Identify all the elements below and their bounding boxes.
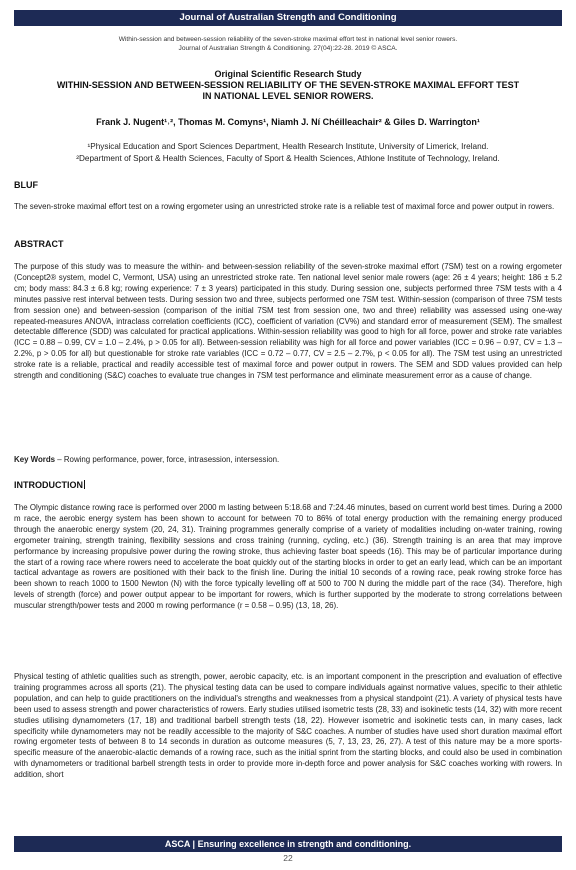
text-cursor	[84, 480, 85, 489]
page-number: 22	[283, 853, 293, 863]
intro-paragraph-1: The Olympic distance rowing race is performed over 2000 m lasting between 5:18.68 and 7:24.46 minutes, based on current world best times. During a 2000 m race, the aerobic energy system has been shown to account for between 70 to 86% of total energy production with the remaining energy produced through the anaerobic energy system (20, 24, 31). Training programmes generally comprise of a variety of modalities including on-water training, rowing ergometer training, strength training, flexibility sessions and cross training (running, cycling, etc.) (36). Strength training is an area that may improve performance by increasing propulsive power during the rowing stroke, thus achieving faster boat speeds (16). This may be of particular importance during the start of a rowing race where rowers need to accelerate the boat quickly out of the starting blocks in order to get an early lead, which can be an important tactical advantage as rowers are positioned with their back to the finish line. During the initial 10 seconds of a rowing race, peak rowing stroke force has been shown to reach 1000 to 1500 Newton (N) with the force typically levelling off at 500 to 700 N during the middle part of the race (34). Therefore, high levels of strength (force) and power output appear to be important for rowers, which is further supported by the moderate to strong correlations between muscular strength/power tests and 2000 m rowing performance (r = 0.58 – 0.95) (13, 18, 26).	[14, 503, 562, 611]
title-line: IN NATIONAL LEVEL SENIOR ROWERS.	[202, 91, 374, 101]
citation-block	[20, 36, 556, 53]
citation-line: Within-session and between-session reliability of the seven-stroke maximal effort test in national level senior rowers.	[118, 36, 458, 43]
bluf-heading: BLUF	[14, 180, 38, 190]
affiliations	[14, 141, 562, 165]
study-type-label: Original Scientific Research Study	[214, 69, 362, 79]
article-title	[20, 80, 556, 102]
journal-header-bar: Journal of Australian Strength and Conditioning	[14, 10, 562, 26]
keywords-text: – Rowing performance, power, force, intrasession, intersession.	[55, 455, 280, 464]
bluf-text: The seven-stroke maximal effort test on a rowing ergometer using an unrestricted stroke rate is a reliable test of maximal force and power output in rowers.	[14, 202, 555, 211]
abstract-text: The purpose of this study was to measure the within- and between-session reliability of the seven-stroke maximal effort (7SM) test on a rowing ergometer (Concept2® system, model C, Vermont, USA) using an unrestricted stroke rate. Ten national level senior male rowers (age: 26 ± 4 years; height: 186 ± 5.2 cm; body mass: 84.3 ± 6.8 kg; rowing experience: 7 ± 3 years) participated in this study. During session one, subjects performed three 7SM tests with a 4 minutes passive rest interval between tests. During session two and three, subjects performed one 7SM test. Within-session (comparison of three 7SM tests from session one) and between-session (comparison of the initial 7SM test from session one, two and three) reliability was assessed using one-way repeated-measures ANOVA, intraclass correlation coefficients (ICC), coefficient of variation (CV%) and standard error of measurement (SEM). The smallest detectable difference (SDD) was calculated for practical applications. Within-session reliability was good to high for all force, power and stroke rate variables (ICC = 0.88 – 0.99, CV = 1.0 – 2.4%, p > 0.05 for all). Between-session reliability was high for all force and power variables (ICC = 0.96 – 0.97, CV = 1.3 – 2.2%, p > 0.05 for all) but questionable for stroke rate variables (ICC = 0.72 – 0.77, CV = 2.5 – 2.7%, p < 0.05 for all). The 7SM test using an unrestricted stroke rate is a reliable, practical and readily accessible test of maximal force and power output in rowers. The SEM and SDD values provided can help strength and conditioning (S&C) coaches to evaluate true changes in 7SM test performance and eliminate measurement error as a cause of change.	[14, 262, 562, 381]
author-list: Frank J. Nugent¹˒², Thomas M. Comyns¹, Niamh J. Ní Chéilleachair² & Giles D. Warrington¹	[96, 117, 480, 127]
citation-line: Journal of Australian Strength & Conditioning. 27(04):22-28. 2019 © ASCA.	[178, 44, 398, 52]
abstract-heading: ABSTRACT	[14, 239, 64, 249]
keywords-line	[14, 455, 562, 466]
intro-paragraph-2: Physical testing of athletic qualities such as strength, power, aerobic capacity, etc. is an important component in the prescription and evaluation of effective training programmes across all sports (21). The physical testing data can be used to compare individuals against normative values, specific to their athletic population, and can help to guide practitioners on the individual's strengths and weaknesses from a physical standpoint (21). A variety of physical tests have been used to assess strength and power characteristics of rowers. Early studies utilised isometric tests (28, 33) and isokinetic tests (14, 32) with more recent studies utilising dynamometers (17, 18) and traditional barbell strength tests (18, 22). However isometric and isokinetic tests can, in many cases, lack specificity while dynamometers may not be readily accessible to the majority of S&C coaches. A number of studies have used short duration maximal effort rowing ergometer tests of between 8 to 14 seconds in duration as outcome measures (5, 7, 13, 23, 26, 27). A test of this nature may be a more sports-specific measure of the anaerobic-alactic demands of a rowing race, such as the initial sprint from the starting blocks, and could also be used in combination with dynamometers or traditional barbell strength tests in order to provide more in-depth force and power analysis for S&C coaches working with rowers. In addition, short	[14, 672, 562, 780]
affiliation: ¹Physical Education and Sport Sciences Department, Health Research Institute, University of Limerick, Ireland.	[87, 142, 489, 151]
introduction-heading-text: INTRODUCTION	[14, 480, 83, 490]
keywords-label: Key Words	[14, 455, 56, 464]
title-line: WITHIN-SESSION AND BETWEEN-SESSION RELIABILITY OF THE SEVEN-STROKE MAXIMAL EFFORT TEST	[56, 80, 520, 90]
introduction-heading	[14, 480, 85, 490]
footer-bar: ASCA | Ensuring excellence in strength and conditioning.	[14, 836, 562, 852]
affiliation: ²Department of Sport & Health Sciences, Faculty of Sport & Health Sciences, Athlone Institute of Technology, Ireland.	[76, 154, 500, 163]
